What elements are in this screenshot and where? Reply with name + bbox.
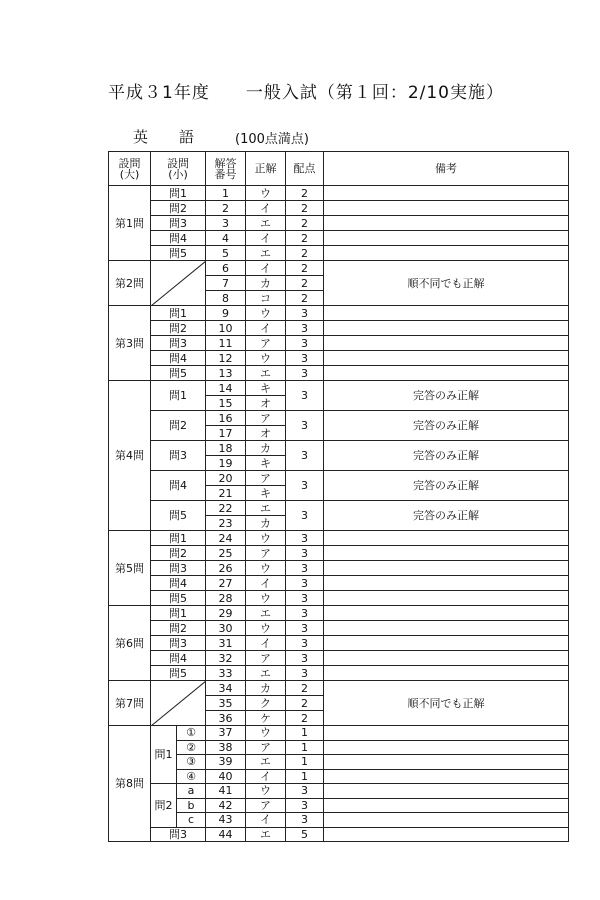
answer-number: 36 — [206, 711, 246, 726]
note — [324, 306, 569, 321]
answer-number: 40 — [206, 769, 246, 784]
sub-question: 問2 — [151, 201, 206, 216]
points: 2 — [286, 201, 324, 216]
table-row — [109, 636, 569, 651]
correct-answer: ウ — [246, 186, 286, 201]
answer-number: 22 — [206, 501, 246, 516]
note: 完答のみ正解 — [324, 501, 569, 531]
answer-number: 25 — [206, 546, 246, 561]
answer-number: 18 — [206, 441, 246, 456]
table-row — [109, 755, 569, 770]
table-row — [109, 336, 569, 351]
correct-answer: ア — [246, 546, 286, 561]
answer-table — [108, 151, 569, 842]
table-row — [109, 471, 569, 486]
table-row — [109, 681, 569, 696]
points: 3 — [286, 591, 324, 606]
sub-question: 問3 — [151, 336, 206, 351]
sub-question: 問1 — [151, 381, 206, 411]
note — [324, 666, 569, 681]
table-row — [109, 246, 569, 261]
note — [324, 813, 569, 828]
note — [324, 784, 569, 799]
sub-item-mark: ③ — [177, 755, 206, 770]
sub-question: 問2 — [151, 546, 206, 561]
table-row — [109, 186, 569, 201]
answer-number: 44 — [206, 827, 246, 842]
section-label: 第1問 — [109, 186, 151, 261]
points: 3 — [286, 651, 324, 666]
points: 2 — [286, 231, 324, 246]
sub-question: 問3 — [151, 441, 206, 471]
table-row — [109, 769, 569, 784]
answer-number: 21 — [206, 486, 246, 501]
note — [324, 531, 569, 546]
answer-number: 4 — [206, 231, 246, 246]
sub-question: 問4 — [151, 231, 206, 246]
note: 完答のみ正解 — [324, 381, 569, 411]
table-row — [109, 726, 569, 741]
answer-number: 5 — [206, 246, 246, 261]
sub-question: 問5 — [151, 501, 206, 531]
answer-number: 9 — [206, 306, 246, 321]
answer-number: 38 — [206, 740, 246, 755]
diagonal-slash — [151, 261, 206, 306]
points: 2 — [286, 681, 324, 696]
correct-answer: ウ — [246, 561, 286, 576]
note — [324, 186, 569, 201]
answer-number: 2 — [206, 201, 246, 216]
answer-number: 32 — [206, 651, 246, 666]
sub-question: 問3 — [151, 216, 206, 231]
sub-question-blank — [151, 261, 206, 306]
points: 2 — [286, 711, 324, 726]
correct-answer: ア — [246, 651, 286, 666]
correct-answer: ウ — [246, 351, 286, 366]
table-row — [109, 306, 569, 321]
correct-answer: ウ — [246, 726, 286, 741]
points: 2 — [286, 291, 324, 306]
note — [324, 201, 569, 216]
sub-question: 問4 — [151, 351, 206, 366]
correct-answer: ア — [246, 411, 286, 426]
note — [324, 827, 569, 842]
points: 2 — [286, 276, 324, 291]
note — [324, 246, 569, 261]
note: 順不同でも正解 — [324, 261, 569, 306]
note — [324, 546, 569, 561]
points: 3 — [286, 576, 324, 591]
answer-number: 28 — [206, 591, 246, 606]
points: 3 — [286, 366, 324, 381]
points: 3 — [286, 351, 324, 366]
points: 3 — [286, 636, 324, 651]
correct-answer: キ — [246, 486, 286, 501]
points: 3 — [286, 336, 324, 351]
sub-item-mark: ④ — [177, 769, 206, 784]
sub-question: 問4 — [151, 651, 206, 666]
sub-question: 問2 — [151, 621, 206, 636]
section-label: 第8問 — [109, 726, 151, 842]
answer-number: 24 — [206, 531, 246, 546]
header-label: 備考 — [435, 162, 457, 175]
correct-answer: イ — [246, 321, 286, 336]
sub-question: 問2 — [151, 784, 177, 828]
sub-item-mark: c — [177, 813, 206, 828]
points: 3 — [286, 441, 324, 471]
points: 3 — [286, 606, 324, 621]
correct-answer: ア — [246, 798, 286, 813]
header-number — [206, 152, 246, 186]
note: 完答のみ正解 — [324, 441, 569, 471]
answer-number: 43 — [206, 813, 246, 828]
table-row — [109, 651, 569, 666]
sub-item-mark: ① — [177, 726, 206, 741]
answer-number: 6 — [206, 261, 246, 276]
answer-number: 27 — [206, 576, 246, 591]
note — [324, 351, 569, 366]
answer-number: 41 — [206, 784, 246, 799]
correct-answer: エ — [246, 216, 286, 231]
correct-answer: エ — [246, 606, 286, 621]
note: 完答のみ正解 — [324, 411, 569, 441]
correct-answer: エ — [246, 827, 286, 842]
sub-question: 問3 — [151, 561, 206, 576]
answer-number: 39 — [206, 755, 246, 770]
answer-number: 17 — [206, 426, 246, 441]
header-label: 正解 — [254, 162, 277, 175]
answer-number: 19 — [206, 456, 246, 471]
correct-answer: イ — [246, 813, 286, 828]
points: 3 — [286, 411, 324, 441]
points: 2 — [286, 696, 324, 711]
correct-answer: ウ — [246, 531, 286, 546]
note — [324, 366, 569, 381]
points: 3 — [286, 306, 324, 321]
header-label: 配点 — [293, 162, 316, 175]
table-row — [109, 813, 569, 828]
section-label: 第6問 — [109, 606, 151, 681]
correct-answer: エ — [246, 501, 286, 516]
sub-question: 問5 — [151, 591, 206, 606]
note: 順不同でも正解 — [324, 681, 569, 726]
answer-number: 11 — [206, 336, 246, 351]
section-label: 第7問 — [109, 681, 151, 726]
header-label: 設問 (小) — [167, 156, 189, 181]
points: 1 — [286, 740, 324, 755]
sub-question: 問5 — [151, 366, 206, 381]
table-row — [109, 784, 569, 799]
correct-answer: エ — [246, 666, 286, 681]
note — [324, 621, 569, 636]
answer-number: 12 — [206, 351, 246, 366]
correct-answer: カ — [246, 681, 286, 696]
points: 3 — [286, 546, 324, 561]
points: 5 — [286, 827, 324, 842]
answer-number: 8 — [206, 291, 246, 306]
answer-number: 29 — [206, 606, 246, 621]
answer-number: 37 — [206, 726, 246, 741]
correct-answer: ウ — [246, 306, 286, 321]
table-row — [109, 441, 569, 456]
table-row — [109, 666, 569, 681]
answer-number: 15 — [206, 396, 246, 411]
header-points — [286, 152, 324, 186]
points: 3 — [286, 321, 324, 336]
note — [324, 606, 569, 621]
correct-answer: カ — [246, 276, 286, 291]
points: 3 — [286, 381, 324, 411]
header-answer — [246, 152, 286, 186]
section-label: 第2問 — [109, 261, 151, 306]
note — [324, 726, 569, 741]
header-note — [324, 152, 569, 186]
answer-number: 35 — [206, 696, 246, 711]
points: 2 — [286, 216, 324, 231]
correct-answer: コ — [246, 291, 286, 306]
answer-number: 13 — [206, 366, 246, 381]
points: 3 — [286, 813, 324, 828]
sub-question: 問1 — [151, 531, 206, 546]
table-row — [109, 152, 569, 186]
note — [324, 769, 569, 784]
correct-answer: ウ — [246, 784, 286, 799]
table-row — [109, 381, 569, 396]
points: 3 — [286, 784, 324, 799]
points: 3 — [286, 501, 324, 531]
table-row — [109, 366, 569, 381]
note — [324, 798, 569, 813]
correct-answer: イ — [246, 231, 286, 246]
max-score: (100点満点) — [235, 132, 309, 147]
table-row — [109, 621, 569, 636]
header-label: 設問 (大) — [118, 156, 141, 181]
header-small — [151, 152, 206, 186]
answer-number: 14 — [206, 381, 246, 396]
note — [324, 755, 569, 770]
correct-answer: イ — [246, 769, 286, 784]
correct-answer: ウ — [246, 621, 286, 636]
answer-number: 20 — [206, 471, 246, 486]
correct-answer: エ — [246, 366, 286, 381]
table-row — [109, 201, 569, 216]
table-row — [109, 531, 569, 546]
note — [324, 591, 569, 606]
page-title: 平成３1年度 一般入試（第１回：2/10実施） — [108, 83, 504, 103]
answer-number: 31 — [206, 636, 246, 651]
correct-answer: エ — [246, 246, 286, 261]
note — [324, 321, 569, 336]
note — [324, 216, 569, 231]
points: 1 — [286, 769, 324, 784]
table-row — [109, 798, 569, 813]
sub-item-mark: ② — [177, 740, 206, 755]
points: 3 — [286, 471, 324, 501]
table-row — [109, 546, 569, 561]
correct-answer: ア — [246, 471, 286, 486]
correct-answer: カ — [246, 516, 286, 531]
diagonal-slash — [151, 681, 206, 726]
correct-answer: キ — [246, 381, 286, 396]
table-row — [109, 827, 569, 842]
points: 3 — [286, 798, 324, 813]
note — [324, 336, 569, 351]
correct-answer: ケ — [246, 711, 286, 726]
table-row — [109, 740, 569, 755]
correct-answer: オ — [246, 396, 286, 411]
sub-question: 問2 — [151, 411, 206, 441]
sub-question: 問3 — [151, 827, 206, 842]
answer-number: 23 — [206, 516, 246, 531]
sub-question: 問4 — [151, 576, 206, 591]
section-label: 第3問 — [109, 306, 151, 381]
points: 1 — [286, 755, 324, 770]
sub-question-blank — [151, 681, 206, 726]
sub-question: 問1 — [151, 606, 206, 621]
table-row — [109, 501, 569, 516]
note — [324, 576, 569, 591]
sub-question: 問5 — [151, 246, 206, 261]
points: 2 — [286, 261, 324, 276]
note — [324, 651, 569, 666]
sub-item-mark: b — [177, 798, 206, 813]
sub-question: 問1 — [151, 186, 206, 201]
points: 3 — [286, 666, 324, 681]
correct-answer: イ — [246, 201, 286, 216]
correct-answer: キ — [246, 456, 286, 471]
correct-answer: ア — [246, 336, 286, 351]
points: 3 — [286, 531, 324, 546]
correct-answer: エ — [246, 755, 286, 770]
table-row — [109, 216, 569, 231]
answer-number: 42 — [206, 798, 246, 813]
note — [324, 636, 569, 651]
subject-label: 英 語 — [133, 128, 203, 146]
header-big — [109, 152, 151, 186]
table-row — [109, 591, 569, 606]
answer-number: 7 — [206, 276, 246, 291]
correct-answer: ア — [246, 740, 286, 755]
correct-answer: オ — [246, 426, 286, 441]
points: 3 — [286, 561, 324, 576]
table-row — [109, 231, 569, 246]
sub-question: 問5 — [151, 666, 206, 681]
correct-answer: イ — [246, 636, 286, 651]
header-label: 解答 番号 — [214, 156, 237, 181]
answer-number: 10 — [206, 321, 246, 336]
note — [324, 231, 569, 246]
correct-answer: イ — [246, 261, 286, 276]
sub-question: 問1 — [151, 306, 206, 321]
correct-answer: ク — [246, 696, 286, 711]
answer-number: 3 — [206, 216, 246, 231]
table-row — [109, 321, 569, 336]
table-row — [109, 561, 569, 576]
note: 完答のみ正解 — [324, 471, 569, 501]
answer-number: 16 — [206, 411, 246, 426]
table-row — [109, 576, 569, 591]
table-row — [109, 351, 569, 366]
answer-number: 26 — [206, 561, 246, 576]
sub-item-mark: a — [177, 784, 206, 799]
correct-answer: ウ — [246, 591, 286, 606]
answer-number: 30 — [206, 621, 246, 636]
table-row — [109, 411, 569, 426]
points: 3 — [286, 621, 324, 636]
table-row — [109, 606, 569, 621]
sub-question: 問1 — [151, 726, 177, 784]
note — [324, 740, 569, 755]
points: 2 — [286, 246, 324, 261]
points: 2 — [286, 186, 324, 201]
sub-question: 問4 — [151, 471, 206, 501]
answer-number: 33 — [206, 666, 246, 681]
section-label: 第4問 — [109, 381, 151, 531]
sub-question: 問3 — [151, 636, 206, 651]
answer-number: 1 — [206, 186, 246, 201]
correct-answer: イ — [246, 576, 286, 591]
section-label: 第5問 — [109, 531, 151, 606]
sub-question: 問2 — [151, 321, 206, 336]
points: 1 — [286, 726, 324, 741]
answer-number: 34 — [206, 681, 246, 696]
note — [324, 561, 569, 576]
table-row — [109, 261, 569, 276]
correct-answer: カ — [246, 441, 286, 456]
